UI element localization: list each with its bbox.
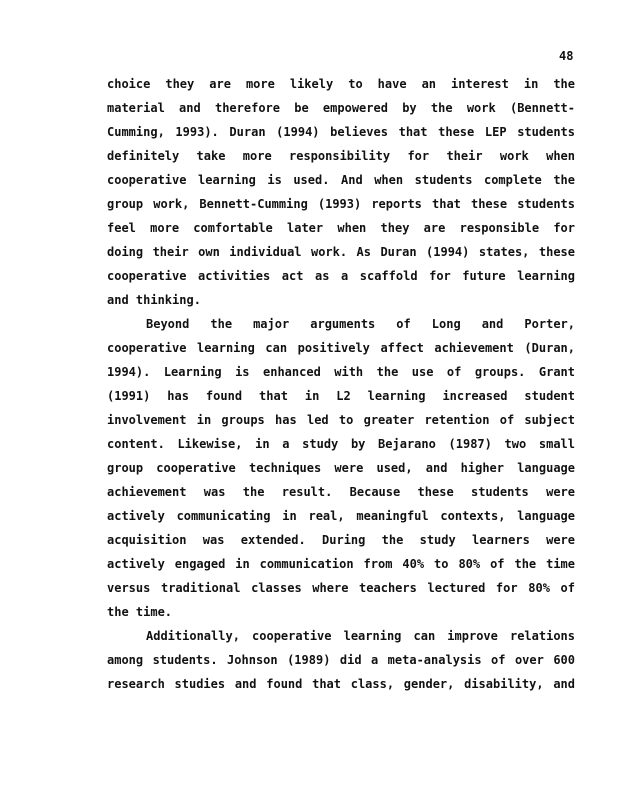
text-line: actively communicating in real, meaningful contexts, language — [107, 509, 575, 523]
text-line: versus traditional classes where teachers lectured for 80% of — [107, 581, 575, 595]
text-line: Cumming, 1993). Duran (1994) believes that these LEP students — [107, 125, 575, 139]
text-line: the time. — [107, 605, 173, 619]
body-text — [107, 72, 575, 696]
page-number: 48 — [559, 49, 574, 63]
text-line: doing their own individual work. As Duran (1994) states, these — [107, 245, 575, 259]
text-line: choice they are more likely to have an interest in the — [107, 77, 575, 91]
text-line: group work, Bennett-Cumming (1993) reports that these students — [107, 197, 575, 211]
text-line: Additionally, cooperative learning can improve relations — [146, 629, 575, 643]
text-line: content. Likewise, in a study by Bejarano (1987) two small — [107, 437, 575, 451]
text-line: Beyond the major arguments of Long and Porter, — [146, 317, 575, 331]
text-line: feel more comfortable later when they are responsible for — [107, 221, 575, 235]
text-line: acquisition was extended. During the study learners were — [107, 533, 575, 547]
text-line: cooperative learning can positively affect achievement (Duran, — [107, 341, 575, 355]
text-line: 1994). Learning is enhanced with the use of groups. Grant — [107, 365, 575, 379]
text-line: involvement in groups has led to greater retention of subject — [107, 413, 575, 427]
text-line: achievement was the result. Because these students were — [107, 485, 575, 499]
text-line: cooperative learning is used. And when students complete the — [107, 173, 575, 187]
text-line: research studies and found that class, gender, disability, and — [107, 677, 575, 691]
text-line: among students. Johnson (1989) did a meta-analysis of over 600 — [107, 653, 575, 667]
text-line: (1991) has found that in L2 learning increased student — [107, 389, 575, 403]
text-line: material and therefore be empowered by the work (Bennett- — [107, 101, 575, 115]
paragraph — [107, 312, 575, 624]
text-line: and thinking. — [107, 293, 201, 307]
paragraph — [107, 72, 575, 312]
text-line: group cooperative techniques were used, and higher language — [107, 461, 575, 475]
text-line: actively engaged in communication from 40% to 80% of the time — [107, 557, 575, 571]
text-line: definitely take more responsibility for their work when — [107, 149, 575, 163]
text-line: cooperative activities act as a scaffold for future learning — [107, 269, 575, 283]
paragraph — [107, 624, 575, 696]
